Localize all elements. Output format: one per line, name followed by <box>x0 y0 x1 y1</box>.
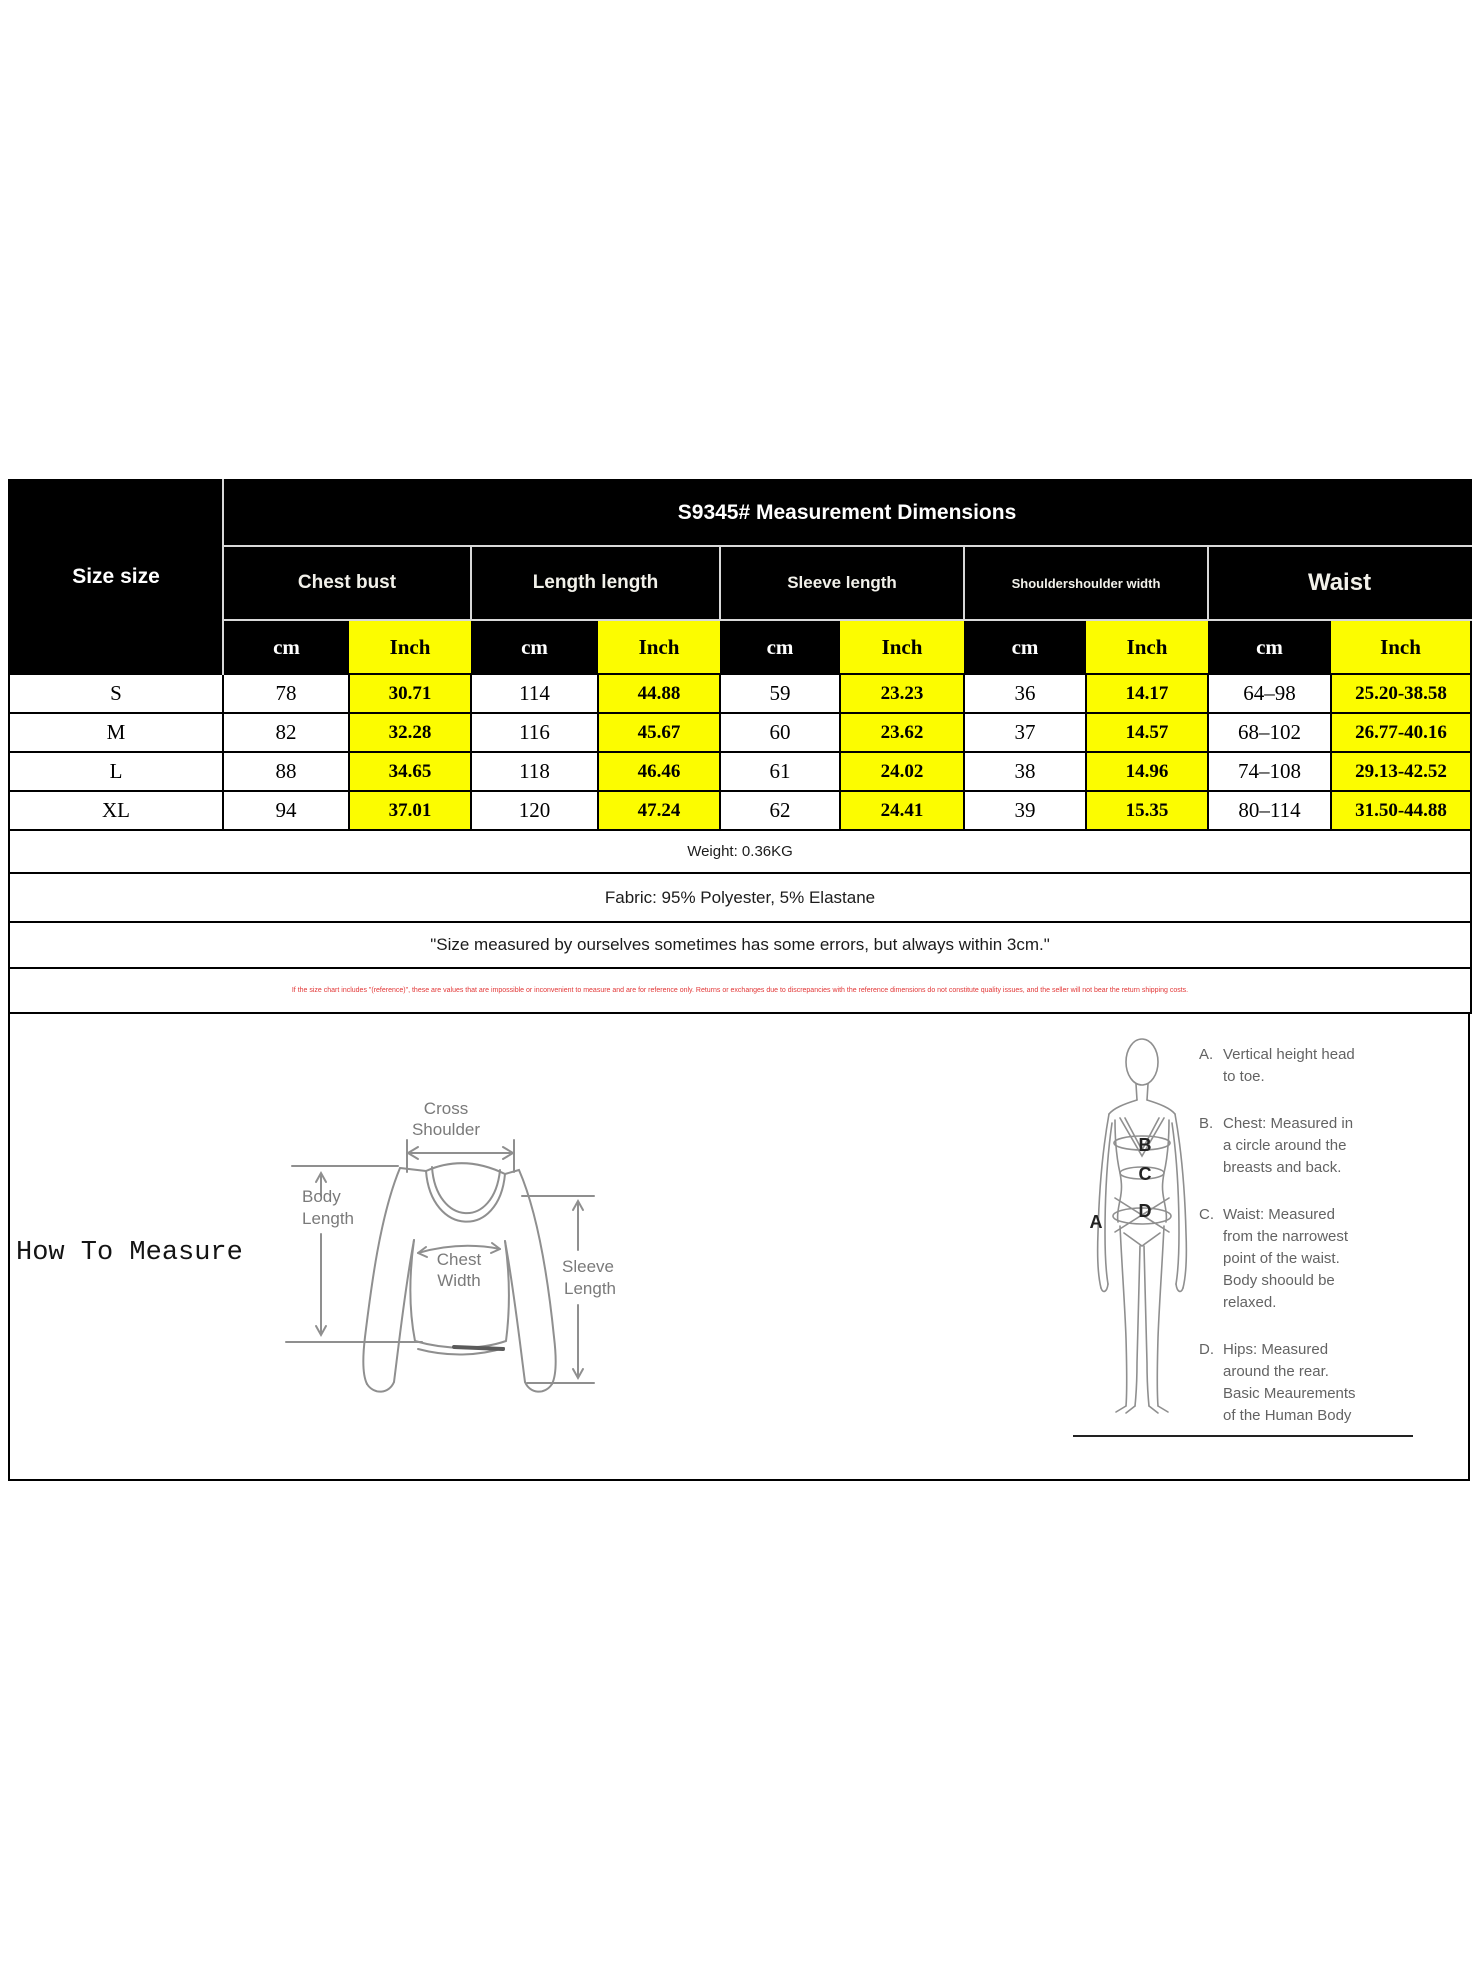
cell-waist-inch: 31.50-44.88 <box>1331 791 1471 830</box>
table-row-m <box>9 713 1471 752</box>
size-label: L <box>9 752 223 791</box>
cell-waist-inch: 29.13-42.52 <box>1331 752 1471 791</box>
cell-waist-cm: 80–114 <box>1208 791 1331 830</box>
cell-sleeve-inch: 23.62 <box>840 713 964 752</box>
cell-waist-cm: 68–102 <box>1208 713 1331 752</box>
cell-shoulder-inch: 14.57 <box>1086 713 1208 752</box>
instruction-letter: C. <box>1199 1206 1214 1223</box>
size-label: S <box>9 674 223 713</box>
label-cross-shoulder-line2: Shoulder <box>411 1120 481 1139</box>
label-chest-width-line1: Chest <box>436 1250 482 1269</box>
cell-chest-cm: 94 <box>223 791 349 830</box>
size-label: XL <box>9 791 223 830</box>
table-row-xl <box>9 791 1471 830</box>
cell-waist-inch: 26.77-40.16 <box>1331 713 1471 752</box>
size-label: M <box>9 713 223 752</box>
cell-sleeve-inch: 23.23 <box>840 674 964 713</box>
measure-instructions <box>1199 1044 1411 1452</box>
weight-note: Weight: 0.36KG <box>9 830 1471 873</box>
how-to-measure-title: How To Measure <box>16 1238 243 1268</box>
cell-sleeve-cm: 60 <box>720 713 840 752</box>
weight-row <box>9 830 1471 873</box>
cell-chest-cm: 82 <box>223 713 349 752</box>
cell-shoulder-inch: 15.35 <box>1086 791 1208 830</box>
instruction-text: Waist: Measured from the narrowest point of the waist. Body shoould be relaxed. <box>1223 1206 1349 1311</box>
instruction-item-d <box>1199 1339 1411 1427</box>
unit-inch: Inch <box>1086 620 1208 674</box>
instruction-text: Chest: Measured in a circle around the breasts and back. <box>1223 1115 1354 1176</box>
unit-header-row <box>9 620 1471 674</box>
figure-marker-a: A <box>1089 1212 1103 1232</box>
cell-length-inch: 44.88 <box>598 674 720 713</box>
group-header-row <box>9 546 1471 620</box>
group-waist: Waist <box>1208 546 1471 620</box>
cell-shoulder-inch: 14.17 <box>1086 674 1208 713</box>
disclaimer-row <box>9 968 1471 1013</box>
bottom-divider <box>1073 1435 1413 1437</box>
cell-sleeve-inch: 24.02 <box>840 752 964 791</box>
unit-inch: Inch <box>598 620 720 674</box>
unit-inch: Inch <box>840 620 964 674</box>
figure-marker-b: B <box>1138 1135 1152 1155</box>
group-sleeve: Sleeve length <box>720 546 964 620</box>
group-chest: Chest bust <box>223 546 471 620</box>
label-body-length-line2: Length <box>302 1209 354 1228</box>
cell-waist-inch: 25.20-38.58 <box>1331 674 1471 713</box>
how-to-measure-section <box>8 1014 1470 1481</box>
cell-length-inch: 46.46 <box>598 752 720 791</box>
cell-sleeve-cm: 59 <box>720 674 840 713</box>
cell-shoulder-cm: 38 <box>964 752 1086 791</box>
cell-shoulder-cm: 39 <box>964 791 1086 830</box>
table-row-s <box>9 674 1471 713</box>
instruction-text: Vertical height head to toe. <box>1223 1046 1355 1085</box>
figure-marker-c: C <box>1138 1164 1152 1184</box>
title-row <box>9 480 1471 546</box>
cell-chest-inch: 32.28 <box>349 713 471 752</box>
group-length: Length length <box>471 546 720 620</box>
chart-title: S9345# Measurement Dimensions <box>223 480 1471 546</box>
reference-disclaimer: If the size chart includes "(reference)", these are values that are impossible or inconvenient to measure and are for reference only. Returns or exchanges due to discrepancies with the reference dimensions do not constitute quality issues, and the seller will not bear the return shipping costs. <box>9 968 1471 1013</box>
instruction-letter: D. <box>1199 1341 1214 1358</box>
label-cross-shoulder-line1: Cross <box>423 1099 469 1118</box>
size-chart-table <box>8 479 1472 1014</box>
cell-length-inch: 45.67 <box>598 713 720 752</box>
garment-diagram <box>222 1050 642 1400</box>
cell-chest-cm: 78 <box>223 674 349 713</box>
size-column-header: Size size <box>9 480 223 674</box>
unit-inch: Inch <box>349 620 471 674</box>
cell-chest-inch: 30.71 <box>349 674 471 713</box>
unit-cm: cm <box>964 620 1086 674</box>
cell-length-cm: 116 <box>471 713 598 752</box>
instruction-item-c <box>1199 1204 1411 1314</box>
instruction-item-b <box>1199 1113 1411 1179</box>
cell-chest-cm: 88 <box>223 752 349 791</box>
label-sleeve-length-line1: Sleeve <box>562 1257 614 1276</box>
size-chart-sheet <box>8 479 1470 1014</box>
cell-sleeve-inch: 24.41 <box>840 791 964 830</box>
cell-shoulder-cm: 37 <box>964 713 1086 752</box>
tolerance-note: "Size measured by ourselves sometimes has some errors, but always within 3cm." <box>9 922 1471 968</box>
cell-shoulder-cm: 36 <box>964 674 1086 713</box>
cell-length-cm: 120 <box>471 791 598 830</box>
instruction-text: Hips: Measured around the rear. Basic Meaurements of the Human Body <box>1223 1341 1356 1424</box>
fabric-note: Fabric: 95% Polyester, 5% Elastane <box>9 873 1471 922</box>
table-row-l <box>9 752 1471 791</box>
cell-chest-inch: 34.65 <box>349 752 471 791</box>
cell-sleeve-cm: 61 <box>720 752 840 791</box>
tolerance-row <box>9 922 1471 968</box>
cell-length-cm: 118 <box>471 752 598 791</box>
figure-marker-d: D <box>1138 1201 1152 1221</box>
label-body-length-line1: Body <box>302 1187 341 1206</box>
cell-waist-cm: 74–108 <box>1208 752 1331 791</box>
fabric-row <box>9 873 1471 922</box>
unit-cm: cm <box>720 620 840 674</box>
label-chest-width-line2: Width <box>437 1271 481 1290</box>
instruction-letter: B. <box>1199 1115 1214 1132</box>
cell-length-cm: 114 <box>471 674 598 713</box>
cell-length-inch: 47.24 <box>598 791 720 830</box>
unit-cm: cm <box>223 620 349 674</box>
unit-inch: Inch <box>1331 620 1471 674</box>
unit-cm: cm <box>471 620 598 674</box>
instruction-letter: A. <box>1199 1046 1214 1063</box>
instruction-item-a <box>1199 1044 1411 1088</box>
unit-cm: cm <box>1208 620 1331 674</box>
cell-waist-cm: 64–98 <box>1208 674 1331 713</box>
group-shoulder: Shouldershoulder width <box>964 546 1208 620</box>
cell-chest-inch: 37.01 <box>349 791 471 830</box>
label-sleeve-length-line2: Length <box>564 1279 616 1298</box>
cell-sleeve-cm: 62 <box>720 791 840 830</box>
cell-shoulder-inch: 14.96 <box>1086 752 1208 791</box>
